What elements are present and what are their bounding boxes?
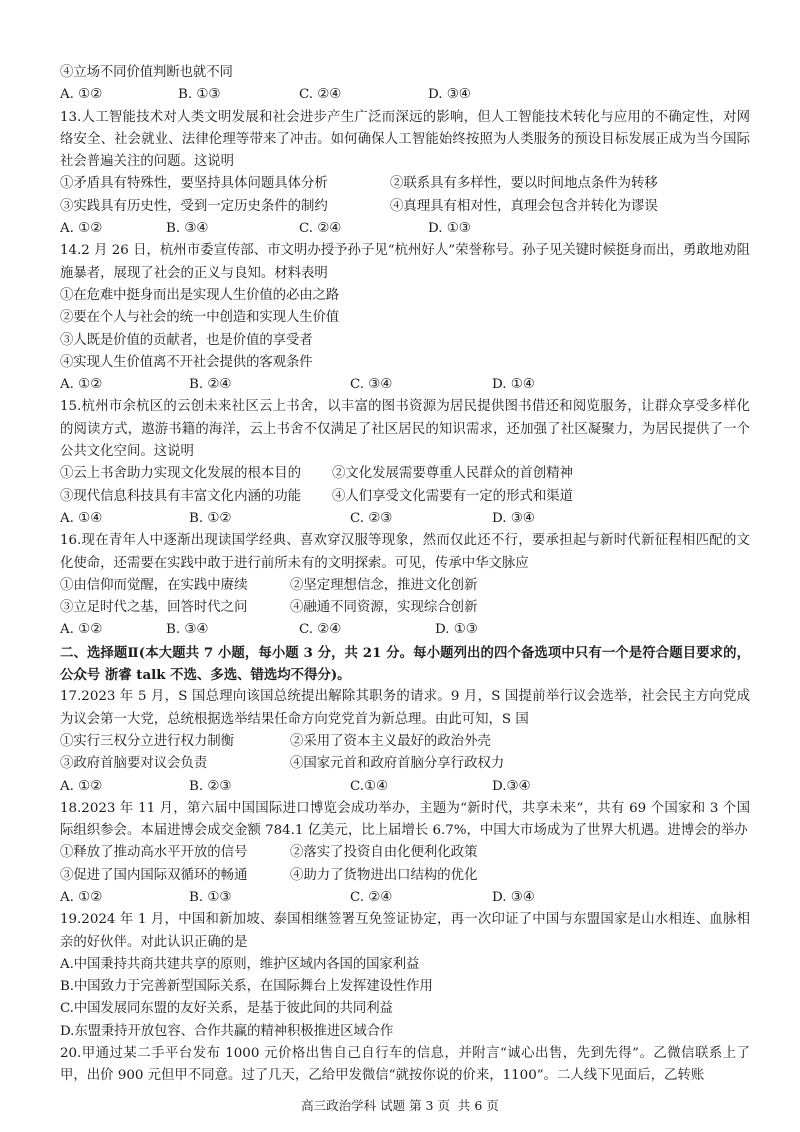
q13-stem: 13.人工智能技术对人类文明发展和社会进步产生广泛而深远的影响，但人工智能技术转化与应用的不确定性，对网络安全、社会就业、法律伦理等带来了冲击。如何确保人工智能始终按照为人类服务的预设目标发展正成为当今国际社会普遍关注的问题。这说明 (60, 109, 750, 170)
q18-option-a: A. ①② (60, 889, 103, 905)
q18-option-c: C. ②④ (350, 889, 393, 905)
q17-options (60, 776, 750, 798)
q13-option-b: B. ③④ (166, 221, 209, 237)
q14-option-b: B. ②④ (189, 377, 232, 393)
q14-options (60, 374, 750, 396)
q19-option-b: B.中国致力于完善新型国际关系，在国际舞台上发挥建设性作用 (60, 979, 433, 995)
q15-item1: ①云上书舍助力实现文化发展的根本目的 (60, 466, 302, 482)
q14-item3: ③人既是价值的贡献者，也是价值的享受者 (60, 332, 313, 348)
q13-item4: ④真理具有相对性，真理会包含并转化为谬误 (390, 198, 658, 214)
q13-option-c: C. ②④ (299, 221, 342, 237)
q16-item3: ③立足时代之基，回答时代之问 (60, 600, 248, 616)
q18-items-row2 (60, 865, 750, 887)
q17-stem: 17.2023 年 5 月，S 国总理向该国总统提出解除其职务的请求。9 月，S 国提前举行议会选举，社会民主方向党成为议会第一大党，总统根据选举结果任命方向党党首为新总理。由此可知，S 国 (60, 689, 750, 727)
q12-option-b: B. ①③ (178, 87, 221, 103)
q17-item3: ③政府首脑要对议会负责 (60, 756, 208, 772)
q15-option-c: C. ②③ (350, 510, 393, 526)
q15-stem: 15.杭州市余杭区的云创未来社区云上书舍，以丰富的图书资源为居民提供图书借还和阅览服务，让群众享受多样化的阅读方式，遨游书籍的海洋，云上书舍不仅满足了社区居民的知识需求，还加强了社区凝聚力，为居民提供了一个公共文化空间。这说明 (60, 399, 750, 460)
q12-option-c: C. ②④ (299, 87, 342, 103)
q13-item3: ③实践具有历史性，受到一定历史条件的制约 (60, 198, 328, 214)
q17-option-a: A. ①② (60, 778, 103, 794)
q14-option-a: A. ①② (60, 377, 103, 393)
q16-option-a: A. ①② (60, 622, 103, 638)
q19-stem: 19.2024 年 1 月，中国和新加坡、泰国相继签署互免签证协定，再一次印证了中国与东盟国家是山水相连、血脉相亲的好伙伴。对此认识正确的是 (60, 912, 750, 950)
q16-options (60, 619, 750, 641)
q12-options (60, 84, 750, 106)
q17-option-b: B. ②③ (189, 778, 232, 794)
q18-option-d: D. ③④ (492, 889, 535, 905)
q16-item2: ②坚定理想信念，推进文化创新 (290, 577, 478, 593)
q17-items-row1 (60, 731, 750, 753)
q17-item1: ①实行三权分立进行权力制衡 (60, 733, 235, 749)
q13-item1: ①矛盾具有特殊性，要坚持具体问题具体分析 (60, 176, 328, 192)
q16-item4: ④融通不同资源，实现综合创新 (290, 600, 478, 616)
q13-item2: ②联系具有多样性，要以时间地点条件为转移 (390, 176, 658, 192)
q16-stem: 16.现在青年人中逐渐出现读国学经典、喜欢穿汉服等现象，然而仅此还不行，要承担起与新时代新征程相匹配的文化使命，还需要在实践中敢于进行前所未有的文明探索。可见，传承中华文脉应 (60, 533, 750, 571)
q13-options (60, 218, 750, 240)
q15-option-d: D. ③④ (492, 510, 535, 526)
q12-item4: ④立场不同价值判断也就不同 (60, 65, 233, 80)
q18-item4: ④助力了货物进出口结构的优化 (290, 867, 478, 883)
q18-item3: ③促进了国内国际双循环的畅通 (60, 867, 248, 883)
q18-stem: 18.2023 年 11 月，第六届中国国际进口博览会成功举办，主题为“新时代，共享未来”，共有 69 个国家和 3 个国际组织参会。本届进博会成交金额 784.1 亿美元，比上届增长 6.7%，中国大市场成为了世界大机遇。进博会的举办 (60, 800, 750, 839)
q16-items-row1 (60, 575, 750, 597)
q18-item2: ②落实了投资自由化便利化政策 (290, 845, 478, 861)
q16-option-b: B. ③④ (166, 622, 209, 638)
q18-options (60, 887, 750, 909)
q15-item3: ③现代信息科技具有丰富文化内涵的功能 (60, 488, 302, 504)
q14-item4: ④实现人生价值离不开社会提供的客观条件 (60, 354, 313, 370)
q19-option-c: C.中国发展同东盟的友好关系，是基于彼此间的共同利益 (60, 1001, 393, 1017)
question-content (60, 62, 750, 1088)
q16-option-d: D. ①③ (435, 622, 478, 638)
q12-option-d: D. ③④ (428, 87, 471, 103)
q18-item1: ①释放了推动高水平开放的信号 (60, 845, 248, 861)
q17-option-c: C.①④ (350, 778, 389, 794)
q17-item4: ④国家元首和政府首脑分享行政权力 (290, 756, 505, 772)
q13-items-row1 (60, 173, 750, 195)
q20-stem: 20.甲通过某二手平台发布 1000 元价格出售自己自行车的信息，并附言“诚心出售，先到先得”。乙微信联系上了甲，出价 900 元但甲不同意。过了几天，乙给甲发微信“就按你说的价来，1100”。二人线下见面后，乙转账 (60, 1046, 750, 1084)
q16-items-row2 (60, 597, 750, 619)
q13-items-row2 (60, 196, 750, 218)
q16-option-c: C. ②④ (299, 622, 342, 638)
q17-item2: ②采用了资本主义最好的政治外壳 (290, 733, 491, 749)
q14-option-d: D. ①④ (492, 377, 535, 393)
q15-item2: ②文化发展需要尊重人民群众的首创精神 (332, 466, 574, 482)
q17-option-d: D.③④ (492, 778, 531, 794)
q18-option-b: B. ①③ (189, 889, 232, 905)
q15-item4: ④人们享受文化需要有一定的形式和渠道 (332, 488, 574, 504)
q14-stem: 14.2 月 26 日，杭州市委宣传部、市文明办授予孙子见“杭州好人”荣誉称号。孙子见关键时候挺身而出，勇敢地劝阻施暴者，展现了社会的正义与良知。材料表明 (60, 243, 750, 281)
q19-option-d: D.东盟秉持开放包容、合作共赢的精神积极推进区域合作 (60, 1023, 394, 1039)
q13-option-a: A. ①② (60, 221, 103, 237)
q13-option-d: D. ①③ (428, 221, 471, 237)
q18-items-row1 (60, 842, 750, 864)
q12-option-a: A. ①② (60, 87, 103, 103)
q17-items-row2 (60, 753, 750, 775)
q19-option-a: A.中国秉持共商共建共享的原则，维护区域内各国的国家利益 (60, 956, 420, 972)
q14-item1: ①在危难中挺身而出是实现人生价值的必由之路 (60, 287, 340, 303)
q15-option-b: B. ①② (189, 510, 232, 526)
page-footer: 高三政治学科 试题 第 3 页 共 6 页 (301, 1098, 499, 1113)
q15-items-row1 (60, 463, 750, 485)
q15-items-row2 (60, 486, 750, 508)
q14-item2: ②要在个人与社会的统一中创造和实现人生价值 (60, 310, 340, 326)
q15-options (60, 508, 750, 530)
q15-option-a: A. ①④ (60, 510, 103, 526)
section2-heading: 二、选择题Ⅱ(本大题共 7 小题，每小题 3 分，共 21 分。每小题列出的四个备选项中只有一个是符合题目要求的，公众号 浙睿 talk 不选、多选、错选均不得分)。 (60, 644, 750, 684)
q16-item1: ①由信仰而觉醒，在实践中赓续 (60, 577, 248, 593)
q14-option-c: C. ③④ (350, 377, 393, 393)
